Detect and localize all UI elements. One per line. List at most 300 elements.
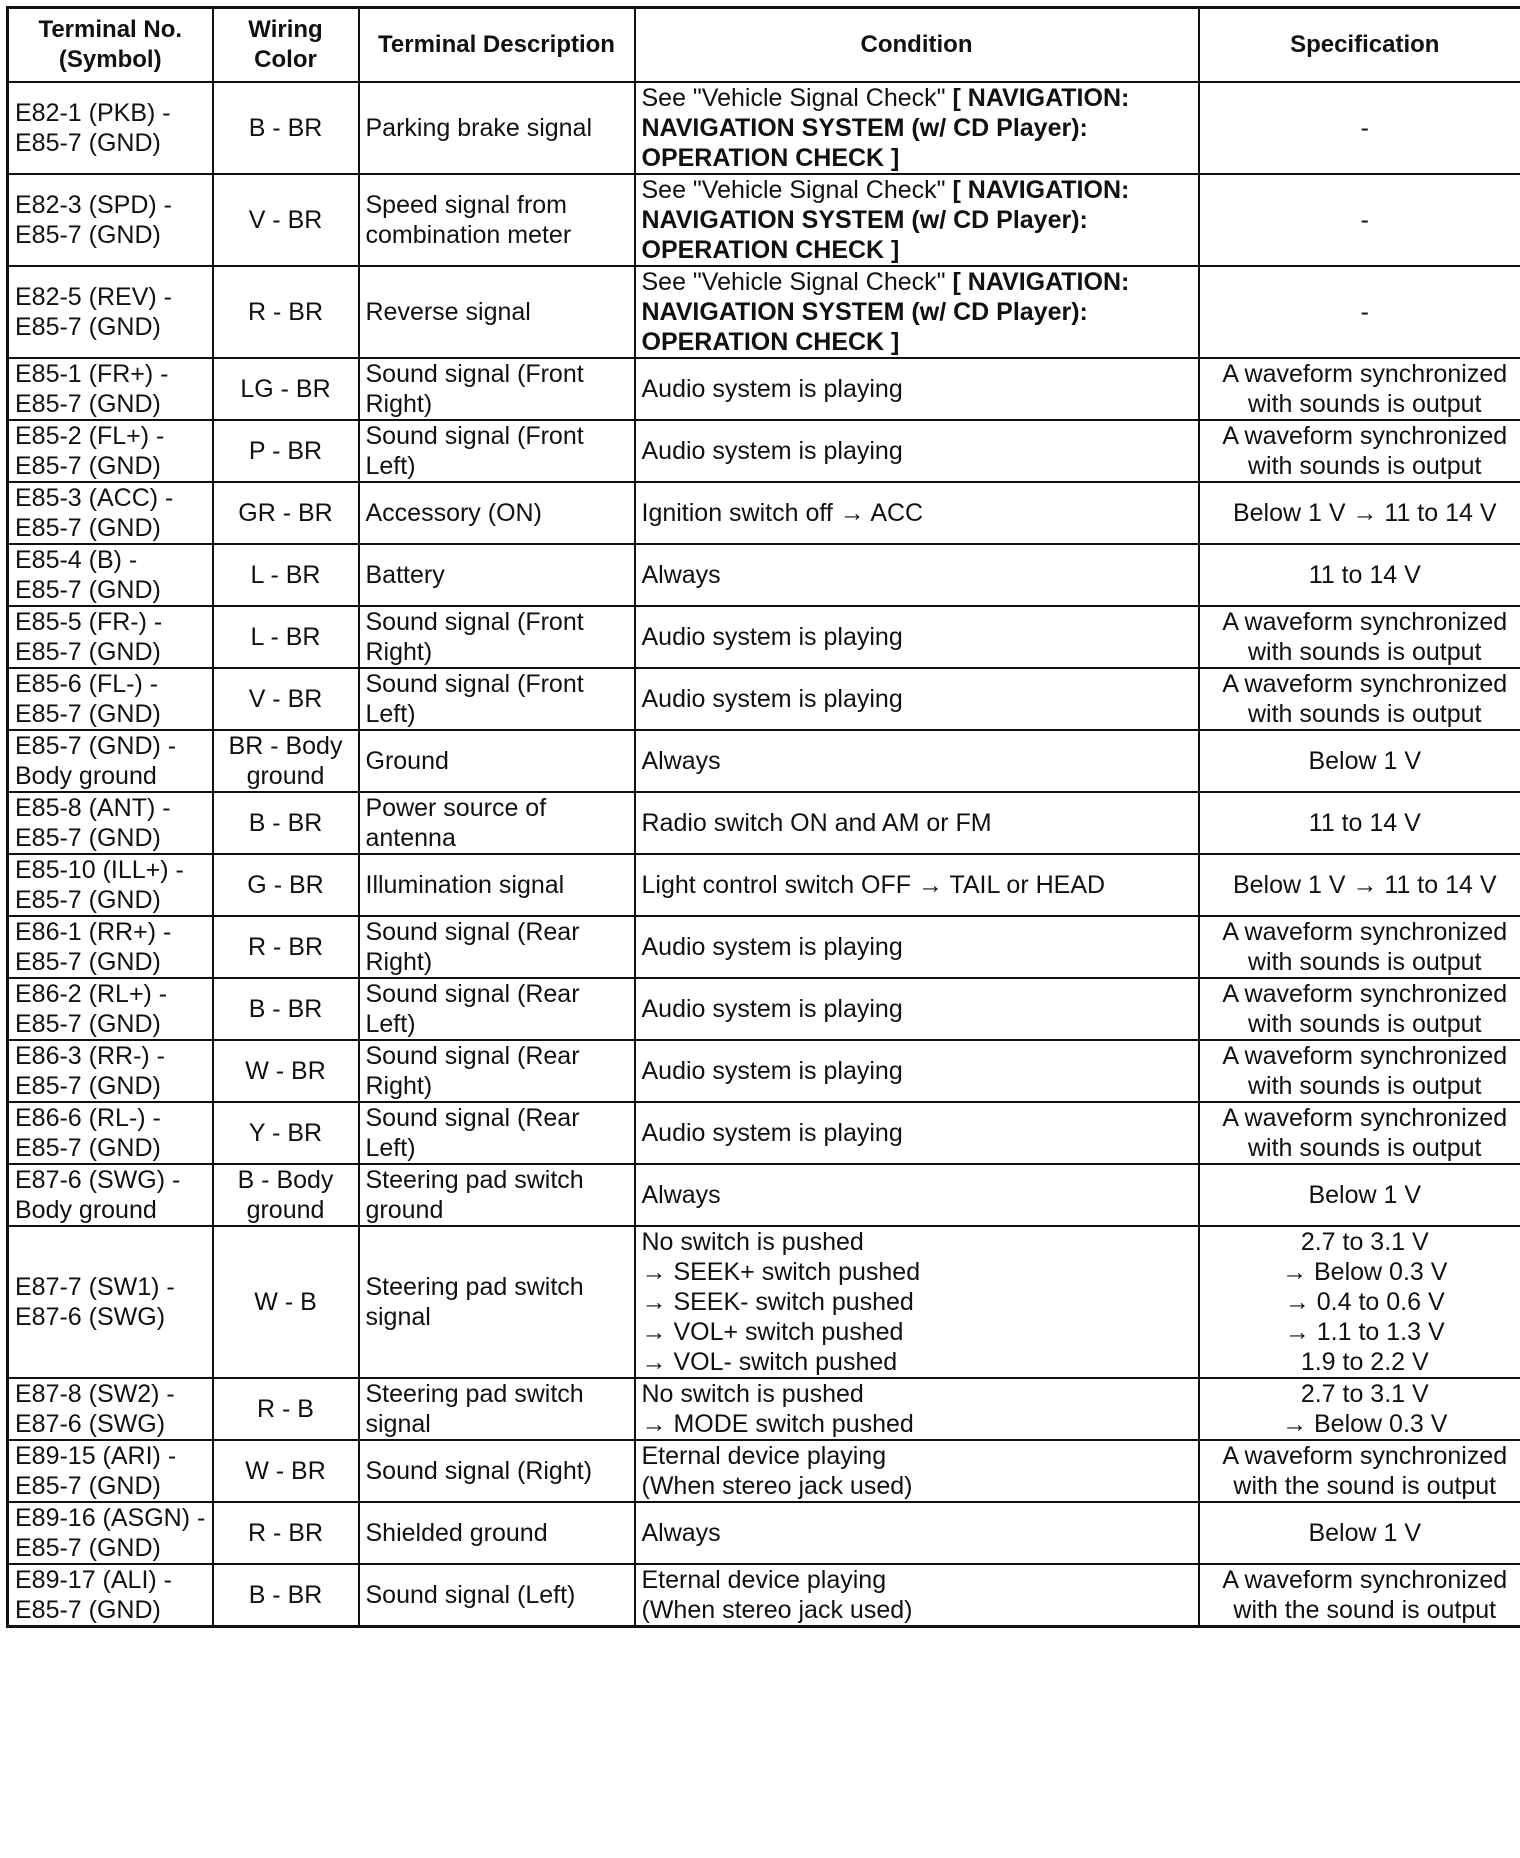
cell-line: A waveform synchronized bbox=[1222, 360, 1508, 388]
cell-description bbox=[359, 482, 635, 544]
cell-description bbox=[359, 730, 635, 792]
cell-text: Audio system is playing bbox=[641, 995, 903, 1023]
cell-text: No switch is pushed bbox=[641, 1380, 864, 1408]
cell-text: Audio system is playing bbox=[641, 437, 903, 465]
cell-line: E86-2 (RL+) - bbox=[15, 980, 168, 1008]
cell-terminal bbox=[8, 792, 213, 854]
cell-line bbox=[642, 808, 1192, 838]
cell-text: NAVIGATION SYSTEM (w/ CD Player): bbox=[641, 298, 1088, 326]
cell-terminal bbox=[8, 544, 213, 606]
cell-line: Right) bbox=[365, 948, 433, 976]
cell-specification bbox=[1199, 1102, 1520, 1164]
cell-line: 2.7 to 3.1 V bbox=[1300, 1380, 1429, 1408]
cell-line bbox=[642, 622, 1192, 652]
cell-line: E85-7 (GND) bbox=[15, 1534, 161, 1562]
cell-line bbox=[642, 1409, 1192, 1439]
cell-specification bbox=[1199, 1378, 1520, 1440]
cell-line: E85-7 (GND) bbox=[15, 452, 161, 480]
table-row bbox=[8, 482, 1520, 544]
cell-description bbox=[359, 1502, 635, 1564]
cell-description bbox=[359, 606, 635, 668]
cell-line bbox=[642, 1317, 1192, 1347]
cell-line: E85-7 (GND) bbox=[15, 313, 161, 341]
cell-line: with sounds is output bbox=[1248, 1072, 1482, 1100]
cell-line: E85-7 (GND) bbox=[15, 390, 161, 418]
cell-line bbox=[642, 175, 1192, 205]
cell-line: with sounds is output bbox=[1248, 948, 1482, 976]
cell-line bbox=[642, 994, 1192, 1024]
cell-line: Power source of bbox=[365, 794, 547, 822]
cell-wiring-color bbox=[213, 1440, 359, 1502]
cell-line: Left) bbox=[365, 1134, 416, 1162]
cell-specification bbox=[1199, 792, 1520, 854]
cell-terminal bbox=[8, 978, 213, 1040]
cell-condition bbox=[635, 1164, 1199, 1226]
cell-line: B - BR bbox=[248, 114, 323, 142]
cell-wiring-color bbox=[213, 1564, 359, 1627]
table-row bbox=[8, 1102, 1520, 1164]
cell-line bbox=[642, 1347, 1192, 1377]
cell-terminal bbox=[8, 1378, 213, 1440]
table-row bbox=[8, 978, 1520, 1040]
cell-line: E85-7 (GND) bbox=[15, 576, 161, 604]
cell-text: NAVIGATION SYSTEM (w/ CD Player): bbox=[641, 114, 1088, 142]
cell-specification bbox=[1199, 544, 1520, 606]
cell-line bbox=[642, 684, 1192, 714]
cell-line: LG - BR bbox=[240, 375, 331, 403]
cell-line bbox=[642, 436, 1192, 466]
cell-terminal bbox=[8, 668, 213, 730]
cell-description bbox=[359, 1564, 635, 1627]
cell-description bbox=[359, 358, 635, 420]
cell-description bbox=[359, 1378, 635, 1440]
cell-line: with sounds is output bbox=[1248, 452, 1482, 480]
cell-terminal bbox=[8, 266, 213, 358]
cell-line: Reverse signal bbox=[365, 298, 531, 326]
cell-condition bbox=[635, 544, 1199, 606]
cell-text: (When stereo jack used) bbox=[641, 1472, 913, 1500]
table-row bbox=[8, 82, 1520, 174]
cell-line bbox=[642, 1056, 1192, 1086]
cell-line: Sound signal (Front bbox=[365, 422, 584, 450]
cell-line: with sounds is output bbox=[1248, 1134, 1482, 1162]
cell-description bbox=[359, 668, 635, 730]
cell-line bbox=[642, 113, 1192, 143]
cell-terminal bbox=[8, 606, 213, 668]
cell-text: See "Vehicle Signal Check" bbox=[641, 268, 953, 296]
header-wiring-color bbox=[213, 8, 359, 83]
cell-terminal bbox=[8, 174, 213, 266]
cell-wiring-color bbox=[213, 730, 359, 792]
cell-line: with sounds is output bbox=[1248, 700, 1482, 728]
table-row bbox=[8, 1226, 1520, 1378]
cell-text: Always bbox=[641, 1181, 721, 1209]
header-terminal-description bbox=[359, 8, 635, 83]
cell-description bbox=[359, 1226, 635, 1378]
cell-line: L - BR bbox=[250, 561, 321, 589]
cell-line: E85-10 (ILL+) - bbox=[15, 856, 184, 884]
cell-line: → 0.4 to 0.6 V bbox=[1284, 1288, 1445, 1316]
cell-text: Radio switch ON and AM or FM bbox=[641, 809, 992, 837]
cell-text: OPERATION CHECK ] bbox=[641, 328, 900, 356]
cell-condition bbox=[635, 358, 1199, 420]
cell-specification bbox=[1199, 916, 1520, 978]
cell-text: → MODE switch pushed bbox=[641, 1410, 914, 1438]
cell-line: A waveform synchronized bbox=[1222, 1442, 1508, 1470]
cell-line: Right) bbox=[365, 638, 433, 666]
cell-line bbox=[642, 374, 1192, 404]
cell-wiring-color bbox=[213, 544, 359, 606]
cell-line: Parking brake signal bbox=[365, 114, 593, 142]
cell-specification bbox=[1199, 1040, 1520, 1102]
cell-line: L - BR bbox=[250, 623, 321, 651]
cell-line: E85-7 (GND) bbox=[15, 129, 161, 157]
cell-line bbox=[642, 1565, 1192, 1595]
cell-line: Sound signal (Front bbox=[365, 608, 584, 636]
cell-line bbox=[642, 498, 1192, 528]
table-row bbox=[8, 916, 1520, 978]
cell-condition bbox=[635, 1378, 1199, 1440]
cell-line: E85-7 (GND) bbox=[15, 221, 161, 249]
cell-line: E85-1 (FR+) - bbox=[15, 360, 169, 388]
cell-line: - bbox=[1360, 206, 1369, 234]
cell-line: Steering pad switch bbox=[365, 1166, 584, 1194]
cell-wiring-color bbox=[213, 1502, 359, 1564]
cell-line: R - BR bbox=[248, 1519, 323, 1547]
cell-text: OPERATION CHECK ] bbox=[641, 144, 900, 172]
cell-line: E85-7 (GND) bbox=[15, 1596, 161, 1624]
cell-specification bbox=[1199, 1440, 1520, 1502]
cell-line: E87-6 (SWG) bbox=[15, 1410, 166, 1438]
cell-condition bbox=[635, 82, 1199, 174]
cell-line: R - B bbox=[257, 1395, 314, 1423]
cell-specification bbox=[1199, 266, 1520, 358]
table-row bbox=[8, 1040, 1520, 1102]
cell-line: A waveform synchronized bbox=[1222, 1566, 1508, 1594]
table-header bbox=[8, 8, 1520, 83]
cell-line: signal bbox=[365, 1410, 431, 1438]
cell-line: E85-8 (ANT) - bbox=[15, 794, 171, 822]
cell-terminal bbox=[8, 482, 213, 544]
cell-line: with sounds is output bbox=[1248, 638, 1482, 666]
table-body bbox=[8, 82, 1520, 1627]
table-row bbox=[8, 174, 1520, 266]
cell-line: Speed signal from bbox=[365, 191, 568, 219]
cell-line bbox=[642, 1287, 1192, 1317]
cell-wiring-color bbox=[213, 1226, 359, 1378]
cell-terminal bbox=[8, 1102, 213, 1164]
cell-terminal bbox=[8, 1502, 213, 1564]
cell-line: B - Body bbox=[237, 1166, 334, 1194]
cell-line: Sound signal (Left) bbox=[365, 1581, 576, 1609]
cell-condition bbox=[635, 1502, 1199, 1564]
cell-line: W - BR bbox=[245, 1457, 326, 1485]
cell-line: Left) bbox=[365, 1010, 416, 1038]
cell-line: Below 1 V → 11 to 14 V bbox=[1232, 499, 1497, 527]
table-row bbox=[8, 1440, 1520, 1502]
cell-line: V - BR bbox=[248, 206, 323, 234]
cell-text: (When stereo jack used) bbox=[641, 1596, 913, 1624]
cell-text: → VOL+ switch pushed bbox=[641, 1318, 904, 1346]
cell-terminal bbox=[8, 1564, 213, 1627]
cell-specification bbox=[1199, 358, 1520, 420]
cell-line: E82-5 (REV) - bbox=[15, 283, 172, 311]
cell-line bbox=[642, 1379, 1192, 1409]
cell-line: 1.9 to 2.2 V bbox=[1300, 1348, 1429, 1376]
cell-line bbox=[642, 932, 1192, 962]
cell-text: NAVIGATION SYSTEM (w/ CD Player): bbox=[641, 206, 1088, 234]
cell-line: E85-7 (GND) bbox=[15, 700, 161, 728]
cell-condition bbox=[635, 174, 1199, 266]
cell-line bbox=[642, 267, 1192, 297]
cell-terminal bbox=[8, 82, 213, 174]
cell-terminal bbox=[8, 730, 213, 792]
table-row bbox=[8, 1164, 1520, 1226]
cell-specification bbox=[1199, 730, 1520, 792]
cell-line: A waveform synchronized bbox=[1222, 608, 1508, 636]
cell-line: 2.7 to 3.1 V bbox=[1300, 1228, 1429, 1256]
cell-line: R - BR bbox=[248, 298, 323, 326]
header-line: (Symbol) bbox=[58, 46, 162, 73]
cell-line: Right) bbox=[365, 390, 433, 418]
terminal-spec-sheet bbox=[6, 6, 1520, 1628]
table-row bbox=[8, 668, 1520, 730]
cell-wiring-color bbox=[213, 978, 359, 1040]
cell-description bbox=[359, 1440, 635, 1502]
cell-wiring-color bbox=[213, 82, 359, 174]
cell-line: R - BR bbox=[248, 933, 323, 961]
cell-line: Steering pad switch bbox=[365, 1380, 584, 1408]
cell-line: A waveform synchronized bbox=[1222, 1104, 1508, 1132]
cell-description bbox=[359, 978, 635, 1040]
cell-line: B - BR bbox=[248, 995, 323, 1023]
cell-line: W - B bbox=[254, 1288, 317, 1316]
cell-line: E82-1 (PKB) - bbox=[15, 99, 171, 127]
cell-line: E85-6 (FL-) - bbox=[15, 670, 159, 698]
cell-line: 11 to 14 V bbox=[1308, 809, 1421, 837]
cell-text: → SEEK+ switch pushed bbox=[641, 1258, 921, 1286]
cell-description bbox=[359, 420, 635, 482]
cell-description bbox=[359, 82, 635, 174]
cell-line: E85-3 (ACC) - bbox=[15, 484, 174, 512]
cell-wiring-color bbox=[213, 420, 359, 482]
header-condition bbox=[635, 8, 1199, 83]
cell-terminal bbox=[8, 1164, 213, 1226]
cell-line bbox=[642, 235, 1192, 265]
cell-terminal bbox=[8, 1440, 213, 1502]
cell-line bbox=[642, 143, 1192, 173]
cell-wiring-color bbox=[213, 668, 359, 730]
cell-line: Sound signal (Rear bbox=[365, 918, 580, 946]
cell-line: Y - BR bbox=[248, 1119, 323, 1147]
header-line: Terminal No. bbox=[38, 16, 183, 43]
cell-line: combination meter bbox=[365, 221, 572, 249]
cell-line: E87-7 (SW1) - bbox=[15, 1273, 175, 1301]
cell-wiring-color bbox=[213, 358, 359, 420]
cell-line: → Below 0.3 V bbox=[1282, 1258, 1448, 1286]
cell-line bbox=[642, 1518, 1192, 1548]
cell-condition bbox=[635, 1440, 1199, 1502]
cell-specification bbox=[1199, 482, 1520, 544]
cell-line: Sound signal (Right) bbox=[365, 1457, 593, 1485]
cell-condition bbox=[635, 916, 1199, 978]
cell-line: ground bbox=[365, 1196, 444, 1224]
cell-text: Audio system is playing bbox=[641, 1057, 903, 1085]
cell-line: E87-6 (SWG) - bbox=[15, 1166, 181, 1194]
cell-line bbox=[642, 1227, 1192, 1257]
cell-text: Audio system is playing bbox=[641, 685, 903, 713]
cell-specification bbox=[1199, 606, 1520, 668]
terminal-spec-table bbox=[6, 6, 1520, 1628]
cell-line: E85-2 (FL+) - bbox=[15, 422, 165, 450]
cell-wiring-color bbox=[213, 482, 359, 544]
cell-line: E82-3 (SPD) - bbox=[15, 191, 172, 219]
cell-line: Sound signal (Front bbox=[365, 670, 584, 698]
table-row bbox=[8, 792, 1520, 854]
cell-line bbox=[642, 1118, 1192, 1148]
cell-line: → 1.1 to 1.3 V bbox=[1284, 1318, 1445, 1346]
cell-terminal bbox=[8, 916, 213, 978]
header-line: Terminal Description bbox=[378, 31, 615, 58]
cell-line: E86-1 (RR+) - bbox=[15, 918, 172, 946]
cell-condition bbox=[635, 978, 1199, 1040]
cell-line: with the sound is output bbox=[1233, 1472, 1497, 1500]
cell-terminal bbox=[8, 358, 213, 420]
cell-line: with the sound is output bbox=[1233, 1596, 1497, 1624]
cell-line: Sound signal (Rear bbox=[365, 1042, 580, 1070]
cell-line: E86-6 (RL-) - bbox=[15, 1104, 161, 1132]
cell-wiring-color bbox=[213, 606, 359, 668]
cell-text: → SEEK- switch pushed bbox=[641, 1288, 914, 1316]
cell-line: Below 1 V bbox=[1308, 747, 1422, 775]
cell-condition bbox=[635, 730, 1199, 792]
cell-line: E85-7 (GND) bbox=[15, 824, 161, 852]
cell-description bbox=[359, 1102, 635, 1164]
cell-line bbox=[642, 746, 1192, 776]
table-row bbox=[8, 854, 1520, 916]
cell-text: Audio system is playing bbox=[641, 375, 903, 403]
cell-description bbox=[359, 174, 635, 266]
cell-line: E85-7 (GND) bbox=[15, 1010, 161, 1038]
cell-text: → VOL- switch pushed bbox=[641, 1348, 898, 1376]
cell-description bbox=[359, 544, 635, 606]
cell-condition bbox=[635, 420, 1199, 482]
cell-line: B - BR bbox=[248, 1581, 323, 1609]
cell-terminal bbox=[8, 1226, 213, 1378]
cell-line: Shielded ground bbox=[365, 1519, 548, 1547]
cell-line bbox=[642, 560, 1192, 590]
header-terminal-no bbox=[8, 8, 213, 83]
cell-line: Below 1 V → 11 to 14 V bbox=[1232, 871, 1497, 899]
cell-line: Left) bbox=[365, 700, 416, 728]
cell-text: [ NAVIGATION: bbox=[952, 84, 1130, 112]
cell-line: E85-7 (GND) bbox=[15, 1134, 161, 1162]
cell-condition bbox=[635, 606, 1199, 668]
table-row bbox=[8, 1502, 1520, 1564]
cell-text: See "Vehicle Signal Check" bbox=[641, 84, 953, 112]
cell-line: Sound signal (Rear bbox=[365, 1104, 580, 1132]
cell-line bbox=[642, 1180, 1192, 1210]
cell-condition bbox=[635, 854, 1199, 916]
cell-line: Accessory (ON) bbox=[365, 499, 542, 527]
cell-text: No switch is pushed bbox=[641, 1228, 864, 1256]
cell-line bbox=[642, 1257, 1192, 1287]
cell-description bbox=[359, 854, 635, 916]
cell-line: A waveform synchronized bbox=[1222, 1042, 1508, 1070]
cell-text: OPERATION CHECK ] bbox=[641, 236, 900, 264]
cell-description bbox=[359, 1164, 635, 1226]
header-line: Specification bbox=[1290, 31, 1440, 58]
cell-text: Always bbox=[641, 561, 721, 589]
header-line: Wiring bbox=[248, 16, 323, 43]
cell-line: E87-8 (SW2) - bbox=[15, 1380, 175, 1408]
cell-line: with sounds is output bbox=[1248, 1010, 1482, 1038]
cell-condition bbox=[635, 668, 1199, 730]
table-row bbox=[8, 420, 1520, 482]
cell-text: [ NAVIGATION: bbox=[952, 176, 1130, 204]
cell-line: E85-7 (GND) bbox=[15, 514, 161, 542]
cell-line: Below 1 V bbox=[1308, 1181, 1422, 1209]
cell-line: E89-15 (ARI) - bbox=[15, 1442, 177, 1470]
cell-line: - bbox=[1360, 298, 1369, 326]
cell-line: A waveform synchronized bbox=[1222, 670, 1508, 698]
cell-line: Sound signal (Front bbox=[365, 360, 584, 388]
cell-line: G - BR bbox=[247, 871, 324, 899]
cell-line: E89-16 (ASGN) - bbox=[15, 1504, 206, 1532]
cell-line: Battery bbox=[365, 561, 445, 589]
cell-text: Light control switch OFF → TAIL or HEAD bbox=[641, 871, 1106, 899]
cell-wiring-color bbox=[213, 1040, 359, 1102]
cell-condition bbox=[635, 792, 1199, 854]
cell-line: Ground bbox=[365, 747, 449, 775]
cell-line: 11 to 14 V bbox=[1308, 561, 1421, 589]
cell-text: Audio system is playing bbox=[641, 623, 903, 651]
cell-line: Body ground bbox=[15, 1196, 157, 1224]
cell-wiring-color bbox=[213, 792, 359, 854]
cell-specification bbox=[1199, 1226, 1520, 1378]
cell-line bbox=[642, 1595, 1192, 1625]
cell-specification bbox=[1199, 1564, 1520, 1627]
header-line: Condition bbox=[860, 31, 973, 58]
cell-condition bbox=[635, 266, 1199, 358]
cell-line: → Below 0.3 V bbox=[1282, 1410, 1448, 1438]
cell-description bbox=[359, 266, 635, 358]
cell-specification bbox=[1199, 1164, 1520, 1226]
cell-wiring-color bbox=[213, 1378, 359, 1440]
cell-line: E85-7 (GND) - bbox=[15, 732, 177, 760]
cell-line bbox=[642, 205, 1192, 235]
cell-specification bbox=[1199, 82, 1520, 174]
cell-line: E87-6 (SWG) bbox=[15, 1303, 166, 1331]
cell-line: GR - BR bbox=[238, 499, 333, 527]
table-row bbox=[8, 358, 1520, 420]
cell-line: Steering pad switch bbox=[365, 1273, 584, 1301]
cell-line: BR - Body bbox=[228, 732, 343, 760]
cell-specification bbox=[1199, 420, 1520, 482]
cell-line: Right) bbox=[365, 1072, 433, 1100]
table-row bbox=[8, 730, 1520, 792]
cell-line: E85-7 (GND) bbox=[15, 638, 161, 666]
cell-condition bbox=[635, 482, 1199, 544]
header-specification bbox=[1199, 8, 1520, 83]
cell-line: E86-3 (RR-) - bbox=[15, 1042, 166, 1070]
cell-line: signal bbox=[365, 1303, 431, 1331]
cell-text: Always bbox=[641, 747, 721, 775]
cell-condition bbox=[635, 1226, 1199, 1378]
table-row bbox=[8, 606, 1520, 668]
header-line: Color bbox=[254, 46, 317, 73]
cell-line: P - BR bbox=[248, 437, 323, 465]
